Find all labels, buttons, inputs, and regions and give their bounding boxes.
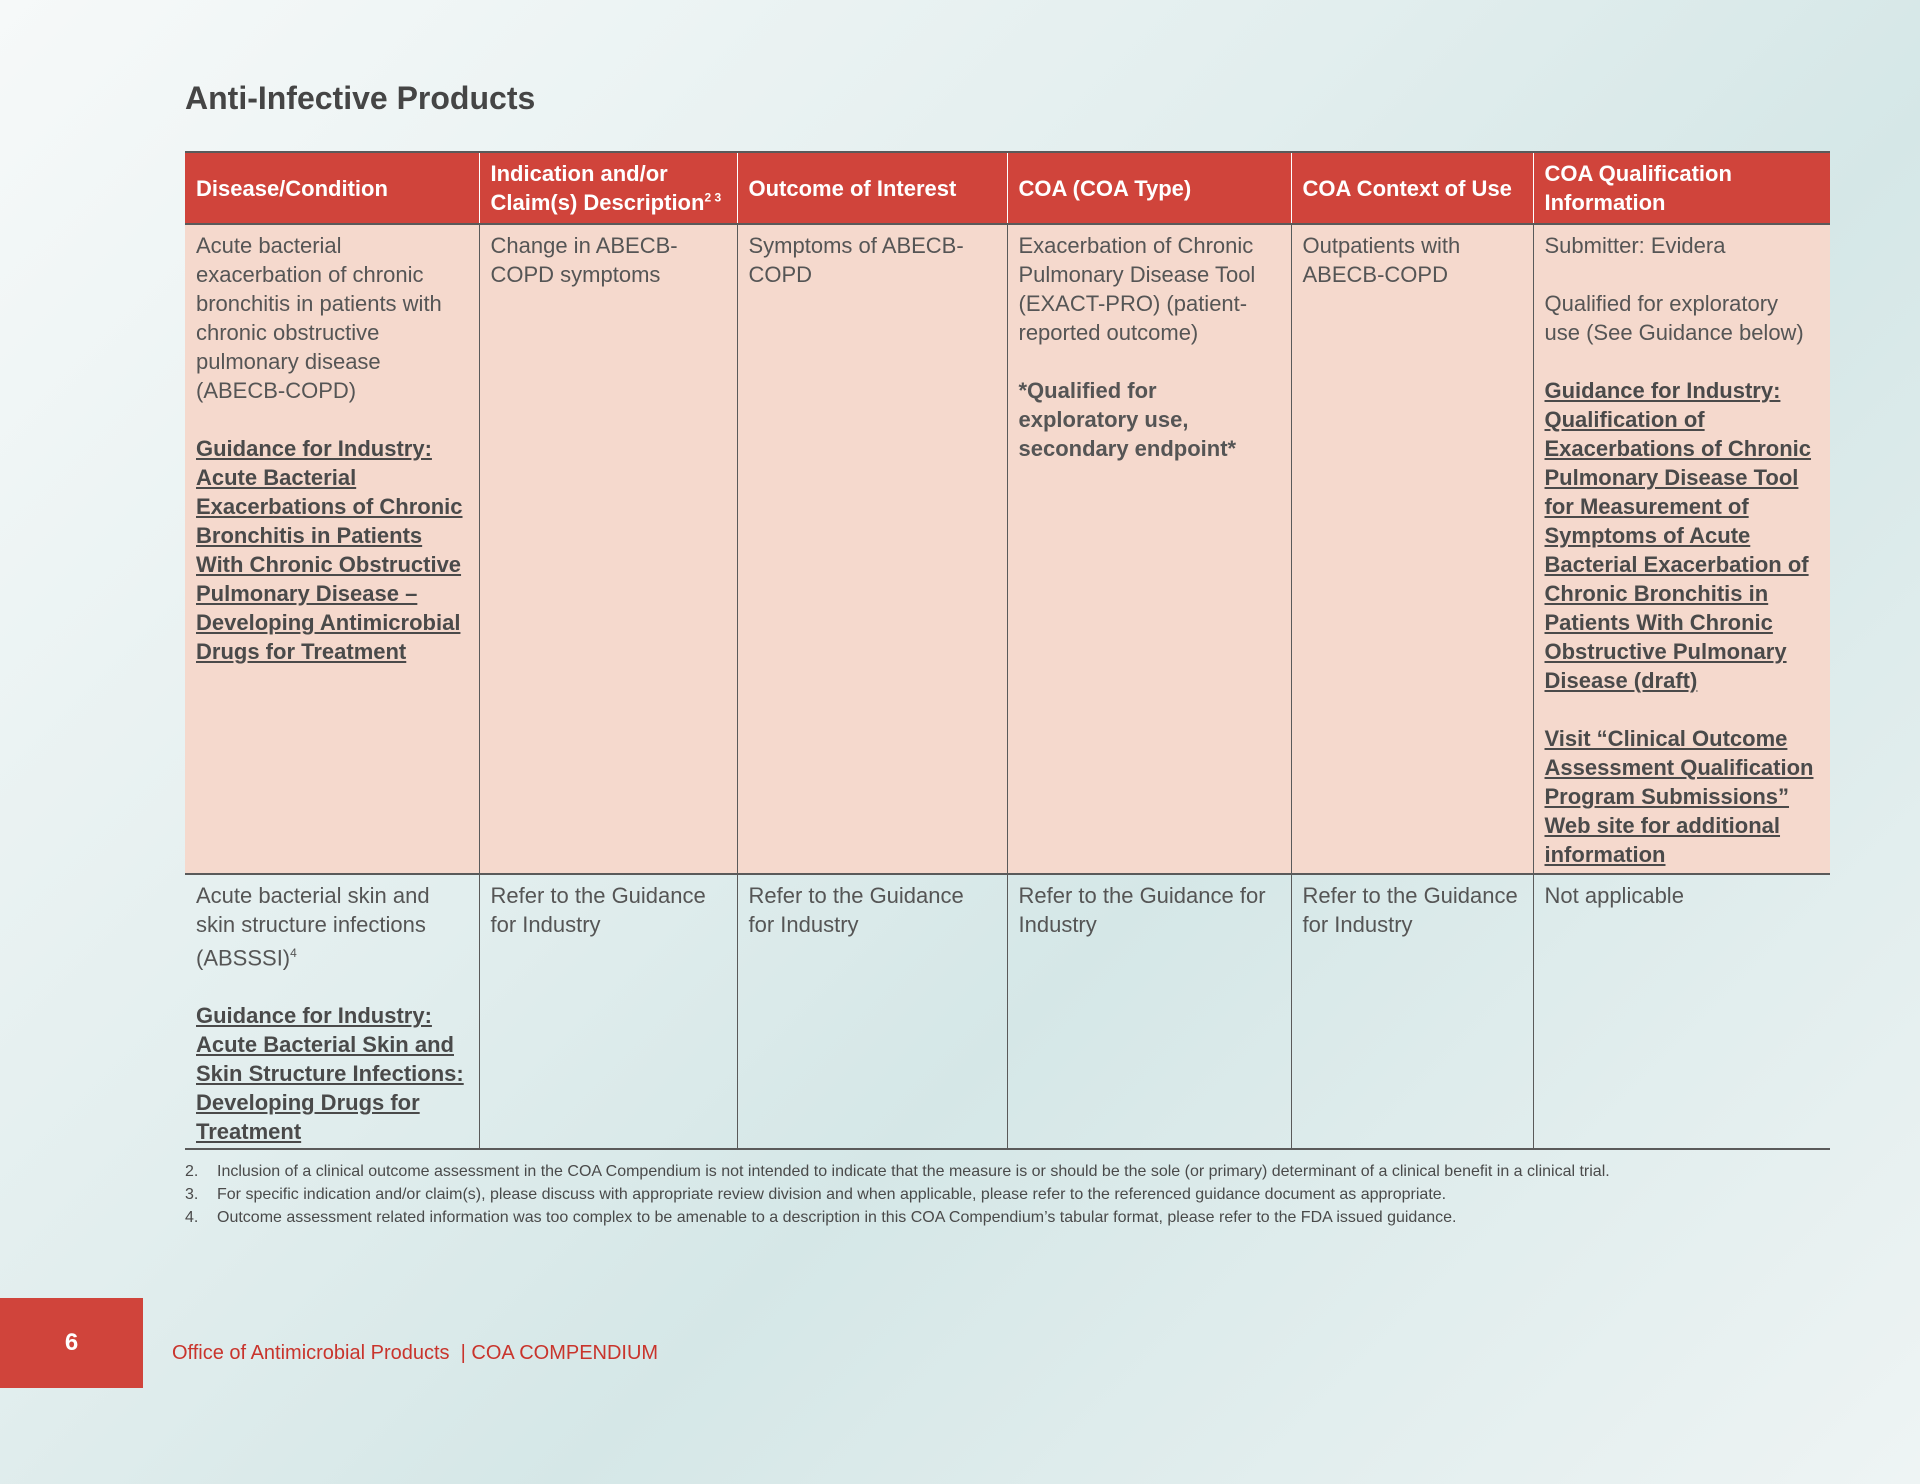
column-header-context-of-use: COA Context of Use — [1291, 152, 1533, 224]
table-cell-context-of-use: Refer to the Guidance for Industry — [1291, 874, 1533, 1149]
table-header-row — [185, 152, 1830, 224]
column-header-qualification: COA Qualification Information — [1533, 152, 1830, 224]
footnote: 2. Inclusion of a clinical outcome assessment in the COA Compendium is not intended to indicate that the measure is or should be the sole (or primary) determinant of a clinical benefit in a clinical trial. — [185, 1163, 1610, 1180]
footnote: 3. For specific indication and/or claim(s), please discuss with appropriate review division and when applicable, please refer to the referenced guidance document as appropriate. — [185, 1186, 1447, 1203]
table-cell-indication: Change in ABECB-COPD symptoms — [479, 224, 737, 874]
footnote: 4. Outcome assessment related information was too complex to be amenable to a description in this COA Compendium’s tabular format, please refer to the FDA issued guidance. — [185, 1209, 1457, 1226]
column-header-coa-type: COA (COA Type) — [1007, 152, 1291, 224]
column-header-disease: Disease/Condition — [185, 152, 479, 224]
table-cell-outcome: Symptoms of ABECB-COPD — [737, 224, 1007, 874]
guidance-link[interactable]: Guidance for Industry: Qualification of Exacerbations of Chronic Pulmonary Disease Tool for Measurement of Symptoms of Acute Bacterial Exacerbation of Chronic Bronchitis in Patients With Chronic Obstructive Pulmonary Disease (draft) — [1544, 378, 1812, 693]
footnotes — [185, 1160, 1665, 1229]
qualification-status: Qualified for exploratory use (See Guidance below) — [1544, 291, 1804, 345]
page-number: 6 — [0, 1298, 143, 1388]
footer-text: Office of Antimicrobial Products | COA COMPENDIUM — [172, 1342, 659, 1364]
table-row — [185, 874, 1830, 1149]
table-row — [185, 224, 1830, 874]
table-cell-outcome: Refer to the Guidance for Industry — [737, 874, 1007, 1149]
column-header-outcome: Outcome of Interest — [737, 152, 1007, 224]
table-cell-qualification: Not applicable — [1533, 874, 1830, 1149]
footnote-ref: 4 — [290, 946, 297, 960]
table-cell-disease: Acute bacterial skin and skin structure infections (ABSSSI)$^4$ Guidance for Industry: Acute Bacterial Skin and Skin Structure Infections: Developing Drugs for Treatment — [185, 874, 479, 1149]
footnote-ref: 2 3 — [704, 190, 722, 205]
qualification-note: *Qualified for exploratory use, secondary endpoint* — [1018, 378, 1237, 461]
table-cell-disease: Acute bacterial exacerbation of chronic bronchitis in patients with chronic obstructive pulmonary disease (ABECB-COPD) Guidance for Industry: Acute Bacterial Exacerbations of Chronic Bronchitis in Patients With Chronic Obstructive Pulmonary Disease – Developing Antimicrobial Drugs for Treatment — [185, 224, 479, 874]
table-cell-indication: Refer to the Guidance for Industry — [479, 874, 737, 1149]
guidance-link[interactable]: Guidance for Industry: Acute Bacterial Exacerbations of Chronic Bronchitis in Patients With Chronic Obstructive Pulmonary Disease – Developing Antimicrobial Drugs for Treatment — [196, 436, 463, 664]
table-cell-qualification — [1533, 224, 1830, 874]
submitter-text: Submitter: Evidera — [1544, 233, 1726, 258]
website-link[interactable]: Visit “Clinical Outcome Assessment Qualification Program Submissions” Web site for additional information — [1544, 726, 1814, 867]
table-cell-coa-type: Refer to the Guidance for Industry — [1007, 874, 1291, 1149]
page-title: Anti-Infective Products — [185, 80, 536, 116]
table-cell-context-of-use: Outpatients with ABECB-COPD — [1291, 224, 1533, 874]
coa-table — [185, 151, 1830, 1150]
column-header-indication: Indication and/or Claim(s) Description$^{2 3}$ — [479, 152, 737, 224]
guidance-link[interactable]: Guidance for Industry: Acute Bacterial Skin and Skin Structure Infections: Developing Drugs for Treatment — [196, 1003, 464, 1145]
table-cell-coa-type: Exacerbation of Chronic Pulmonary Disease Tool (EXACT-PRO) (patient-reported outcome) *Qualified for exploratory use, secondary endpoint* — [1007, 224, 1291, 874]
